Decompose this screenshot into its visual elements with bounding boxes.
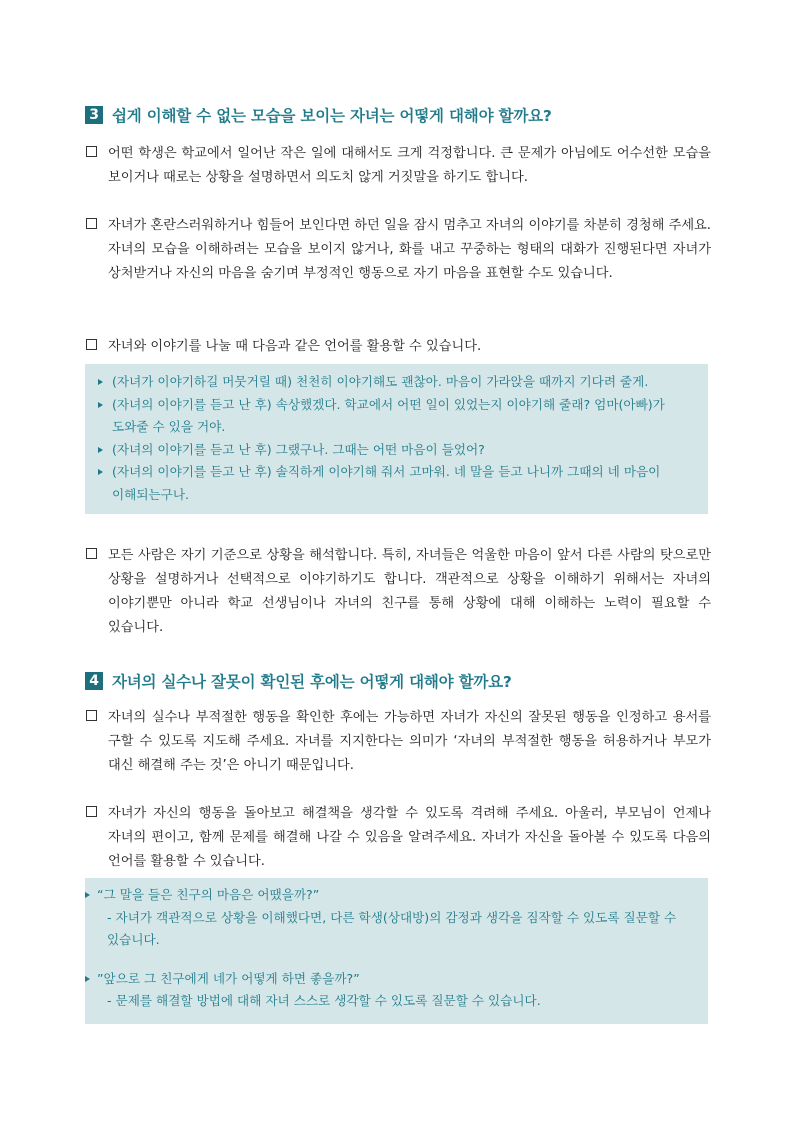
example-text: (자녀가 이야기하길 머뭇거릴 때) 천천히 이야기해도 괜찮아. 마음이 가라앉을 때까지 기다려 줄게. — [112, 374, 649, 389]
example-text: (자녀의 이야기를 듣고 난 후) 솔직하게 이야기해 줘서 고마워. 네 말을 듣고 나니까 그때의 네 마음이 이해되는구나. — [112, 464, 661, 502]
paragraph — [86, 335, 711, 359]
triangle-bullet-icon — [98, 402, 103, 408]
paragraph — [86, 706, 711, 778]
example-item — [85, 439, 708, 462]
paragraph-text: 모든 사람은 자기 기준으로 상황을 해석합니다. 특히, 자녀들은 억울한 마음이 앞서 다른 사람의 탓으로만 상황을 설명하거나 선택적으로 이야기하기도 합니다. 객관적으로 상황을 이해하기 위해서는 자녀의 이야기뿐만 아니라 학교 선생님이나 자녀의 친구를 통해 상황에 대해 이해하는 노력이 필요할 수 있습니다. — [108, 548, 711, 635]
paragraph-text: 어떤 학생은 학교에서 일어난 작은 일에 대해서도 크게 걱정합니다. 큰 문제가 아님에도 어수선한 모습을 보이거나 때로는 상황을 설명하면서 의도치 않게 거짓말을 하기도 합니다. — [108, 146, 711, 185]
section-3-title: 쉽게 이해할 수 없는 모습을 보이는 자녀는 어떻게 대해야 할까요? — [112, 107, 552, 125]
triangle-bullet-icon — [98, 379, 103, 385]
example-phrases-box — [85, 364, 708, 514]
spacer — [85, 952, 708, 968]
quote-text: “그 말을 들은 친구의 마음은 어땠을까?” — [97, 887, 320, 902]
checkbox-bullet-icon — [86, 146, 97, 157]
example-text: (자녀의 이야기를 듣고 난 후) 그랬구나. 그때는 어떤 마음이 들었어? — [112, 441, 485, 457]
triangle-bullet-icon — [85, 892, 90, 898]
checkbox-bullet-icon — [86, 339, 97, 350]
paragraph — [86, 214, 711, 286]
checkbox-bullet-icon — [86, 806, 97, 817]
quote-text: ”앞으로 그 친구에게 네가 어떻게 하면 좋을까?” — [97, 970, 360, 986]
paragraph-text: 자녀가 혼란스러워하거나 힘들어 보인다면 하던 일을 잠시 멈추고 자녀의 이야기를 차분히 경청해 주세요. 자녀의 모습을 이해하려는 모습을 보이지 않거나, 화를 내고 꾸중하는 형태의 대화가 진행된다면 자녀가 상처받거나 자신의 마음을 숨기며 부정적인 행동으로 자기 마음을 표현할 수도 있습니다. — [108, 218, 711, 281]
triangle-bullet-icon — [98, 447, 103, 453]
paragraph-text: 자녀와 이야기를 나눌 때 다음과 같은 언어를 활용할 수 있습니다. — [108, 339, 482, 354]
example-item — [85, 371, 708, 394]
paragraph-text: 자녀가 자신의 행동을 돌아보고 해결책을 생각할 수 있도록 격려해 주세요. 아울러, 부모님이 언제나 자녀의 편이고, 함께 문제를 해결해 나갈 수 있음을 알려주세요. 자녀가 자신을 돌아볼 수 있도록 다음의 언어를 활용할 수 있습니다. — [108, 806, 711, 869]
triangle-bullet-icon — [98, 469, 103, 475]
question-note: - 자녀가 객관적으로 상황을 이해했다면, 다른 학생(상대방)의 감정과 생각을 짐작할 수 있도록 질문할 수 있습니다. — [107, 909, 677, 947]
example-text: (자녀의 이야기를 듣고 난 후) 속상했겠다. 학교에서 어떤 일이 있었는지 이야기해 줄래? 엄마(아빠)가 도와줄 수 있을 거야. — [112, 396, 665, 434]
section-number-badge: 3 — [85, 106, 103, 124]
question-phrases-box — [85, 878, 708, 1024]
checkbox-bullet-icon — [86, 710, 97, 721]
paragraph — [86, 142, 711, 190]
paragraph-text: 자녀의 실수나 부적절한 행동을 확인한 후에는 가능하면 자녀가 자신의 잘못된 행동을 인정하고 용서를 구할 수 있도록 지도해 주세요. 자녀를 지지한다는 의미가 ‘자녀의 부적절한 행동을 허용하거나 부모가 대신 해결해 주는 것’은 아니기 때문입니다. — [108, 710, 711, 773]
section-4-heading — [85, 670, 713, 692]
checkbox-bullet-icon — [86, 548, 97, 559]
paragraph — [86, 802, 711, 874]
section-3-heading — [85, 104, 713, 126]
checkbox-bullet-icon — [86, 218, 97, 229]
question-note: - 문제를 해결할 방법에 대해 자녀 스스로 생각할 수 있도록 질문할 수 있습니다. — [107, 993, 541, 1008]
section-number-badge: 4 — [85, 672, 103, 690]
triangle-bullet-icon — [85, 976, 90, 982]
section-4-title: 자녀의 실수나 잘못이 확인된 후에는 어떻게 대해야 할까요? — [112, 673, 512, 691]
question-quote — [85, 968, 708, 991]
example-item — [85, 394, 708, 439]
question-quote — [85, 884, 708, 907]
paragraph — [86, 544, 711, 640]
example-item — [85, 461, 708, 506]
